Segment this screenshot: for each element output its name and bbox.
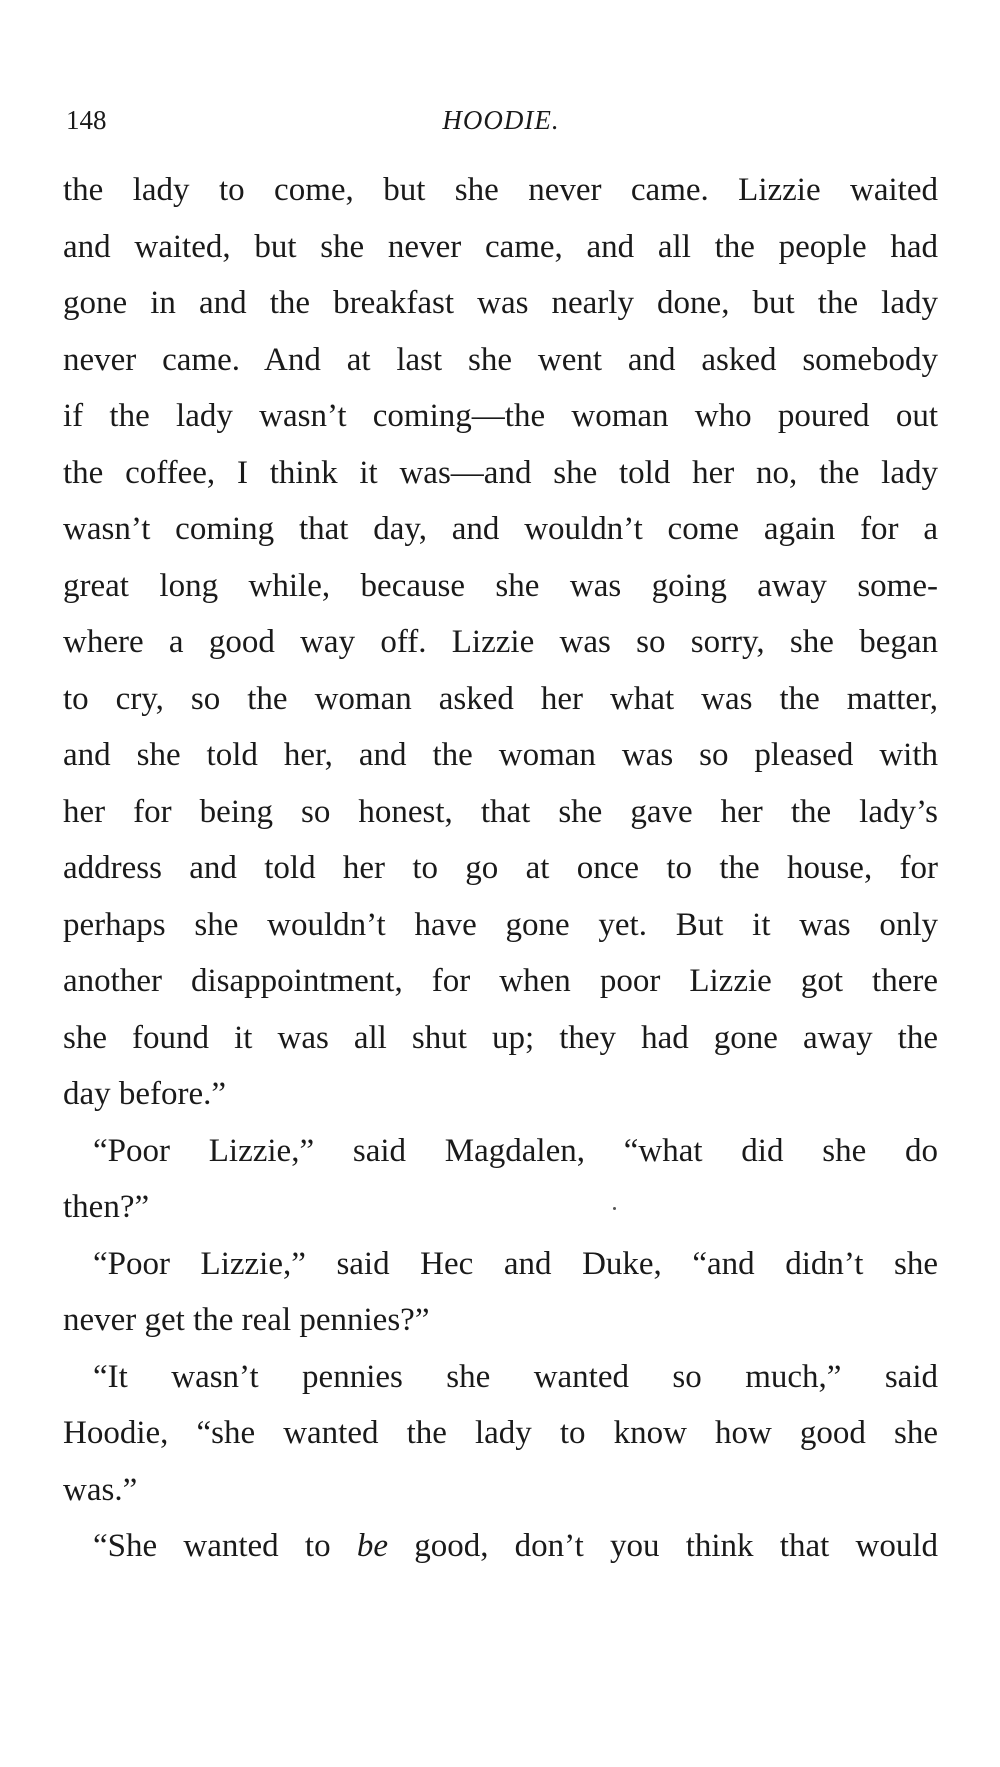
text-line: “Poor Lizzie,” said Hec and Duke, “and didn’t she xyxy=(93,1245,938,1282)
text-line: was.” xyxy=(63,1471,138,1508)
text-line: the lady to come, but she never came. Lizzie waited xyxy=(63,172,938,208)
text-segment: “She wanted to xyxy=(93,1528,357,1564)
text-line: and waited, but she never came, and all the people had xyxy=(63,228,938,265)
text-line: never get the real pennies?” xyxy=(63,1302,430,1338)
page-number: 148 xyxy=(66,105,107,135)
text-line: never came. And at last she went and asked somebody xyxy=(63,341,938,378)
text-line: “Poor Lizzie,” said Magdalen, “what did she do xyxy=(93,1132,938,1169)
body-text xyxy=(63,162,938,1575)
text-line: perhaps she wouldn’t have gone yet. But it was only xyxy=(63,906,938,943)
text-line: day before.” xyxy=(63,1076,227,1112)
text-line: another disappointment, for when poor Lizzie got there xyxy=(63,963,938,999)
text-line: where a good way off. Lizzie was so sorry, she began xyxy=(63,624,938,660)
text-line: her for being so honest, that she gave her the lady’s xyxy=(63,793,938,830)
text-segment: good, don’t you think that would xyxy=(387,1528,938,1564)
text-line: wasn’t coming that day, and wouldn’t come again for a xyxy=(63,511,938,547)
ink-speck xyxy=(613,1207,616,1210)
text-line xyxy=(63,1518,938,1575)
text-line: address and told her to go at once to the house, for xyxy=(63,850,938,886)
running-head xyxy=(66,100,936,140)
running-title: HOODIE. xyxy=(442,105,560,135)
text-line: gone in and the breakfast was nearly done, but the lady xyxy=(63,285,938,321)
text-line: then?” xyxy=(63,1189,150,1225)
text-line: she found it was all shut up; they had gone away the xyxy=(63,1019,938,1056)
text-line: the coffee, I think it was—and she told her no, the lady xyxy=(63,454,938,491)
italic-word: be xyxy=(356,1528,388,1564)
text-line: “It wasn’t pennies she wanted so much,” said xyxy=(93,1358,938,1395)
text-line: if the lady wasn’t coming—the woman who poured out xyxy=(63,398,938,434)
text-line: and she told her, and the woman was so pleased with xyxy=(63,737,938,773)
text-line: to cry, so the woman asked her what was the matter, xyxy=(63,680,938,717)
text-line: great long while, because she was going away some- xyxy=(63,567,938,604)
text-line: Hoodie, “she wanted the lady to know how good she xyxy=(63,1415,938,1451)
